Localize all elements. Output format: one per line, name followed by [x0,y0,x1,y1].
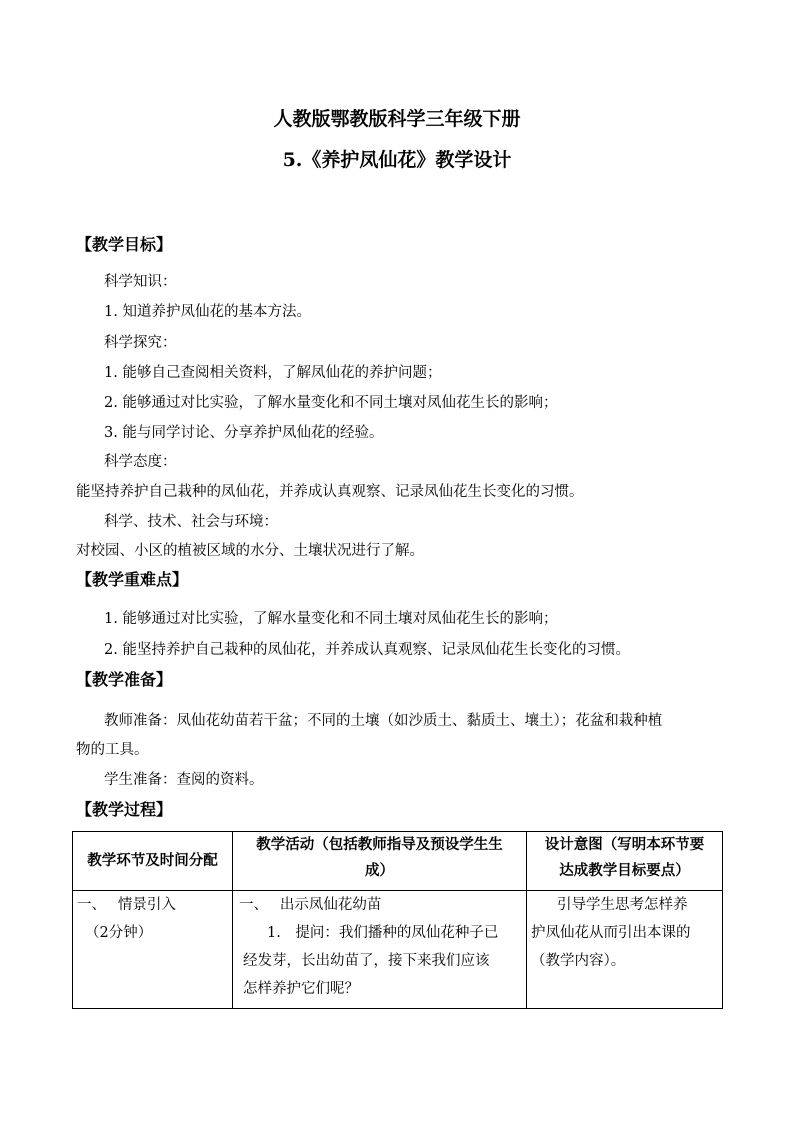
header-cell-stage [73,832,233,891]
prep-line: 学生准备：查阅的资料。 [104,772,264,788]
table-row [73,891,723,1009]
activity-text: 经发芽，长出幼苗了，接下来我们应该 [243,953,490,969]
keypoint-line: 1. 能够通过对比实验，了解水量变化和不同土壤对凤仙花生长的影响； [104,611,558,627]
table-header-row [73,832,723,891]
goal-line: 3. 能与同学讨论、分享养护凤仙花的经验。 [104,425,384,441]
activity-text: 一、 出示凤仙花幼苗 [239,897,382,913]
header-label: 达成教学目标要点） [559,862,690,879]
stage-name: 一、 情景引入 [77,897,176,913]
header-cell-intent [527,832,723,891]
stage-duration: （2分钟） [85,925,153,941]
goal-line: 1. 能够自己查阅相关资料，了解凤仙花的养护问题； [104,365,442,381]
lesson-title: 5.《养护凤仙花》教学设计 [282,149,512,171]
goal-line: 科学态度： [104,454,177,470]
goal-line: 科学、技术、社会与环境： [104,514,278,530]
header-label: 成） [365,862,394,879]
header-label: 教学环节及时间分配 [87,852,218,869]
section-heading-keypoints: 【教学重难点】 [76,570,189,589]
goal-line: 能坚持养护自己栽种的凤仙花，并养成认真观察、记录凤仙花生长变化的习惯。 [76,484,584,500]
document-title: 人教版鄂教版科学三年级下册 [273,108,521,130]
prep-line: 教师准备：凤仙花幼苗若干盆；不同的土壤（如沙质土、黏质土、壤土）；花盆和栽种植 [104,713,663,729]
header-label: 教学活动（包括教师指导及预设学生生 [256,836,503,853]
section-heading-prep: 【教学准备】 [76,670,173,689]
stage-cell [73,891,233,1009]
header-cell-activity [233,832,527,891]
goal-line: 对校园、小区的植被区域的水分、土壤状况进行了解。 [76,543,424,559]
activity-cell [233,891,527,1009]
activity-text: 怎样养护它们呢？ [243,981,359,997]
section-heading-process: 【教学过程】 [76,800,173,819]
process-table [72,831,723,1009]
intent-cell [527,891,723,1009]
goal-line: 科学探究： [104,335,177,351]
goal-line: 2. 能够通过对比实验，了解水量变化和不同土壤对凤仙花生长的影响； [104,395,558,411]
activity-text: 1. 提问：我们播种的凤仙花种子已 [267,925,499,941]
intent-text: 护凤仙花从而引出本课的 [531,925,691,941]
prep-line: 物的工具。 [76,742,149,758]
keypoint-line: 2. 能坚持养护自己栽种的凤仙花，并养成认真观察、记录凤仙花生长变化的习惯。 [104,642,630,658]
goal-line: 1. 知道养护凤仙花的基本方法。 [104,304,311,320]
intent-text: 引导学生思考怎样养 [557,897,688,913]
goal-line: 科学知识： [104,274,177,290]
header-label: 设计意图（写明本环节要 [544,836,705,853]
section-heading-goals: 【教学目标】 [76,235,173,254]
intent-text: （教学内容）。 [531,953,626,969]
